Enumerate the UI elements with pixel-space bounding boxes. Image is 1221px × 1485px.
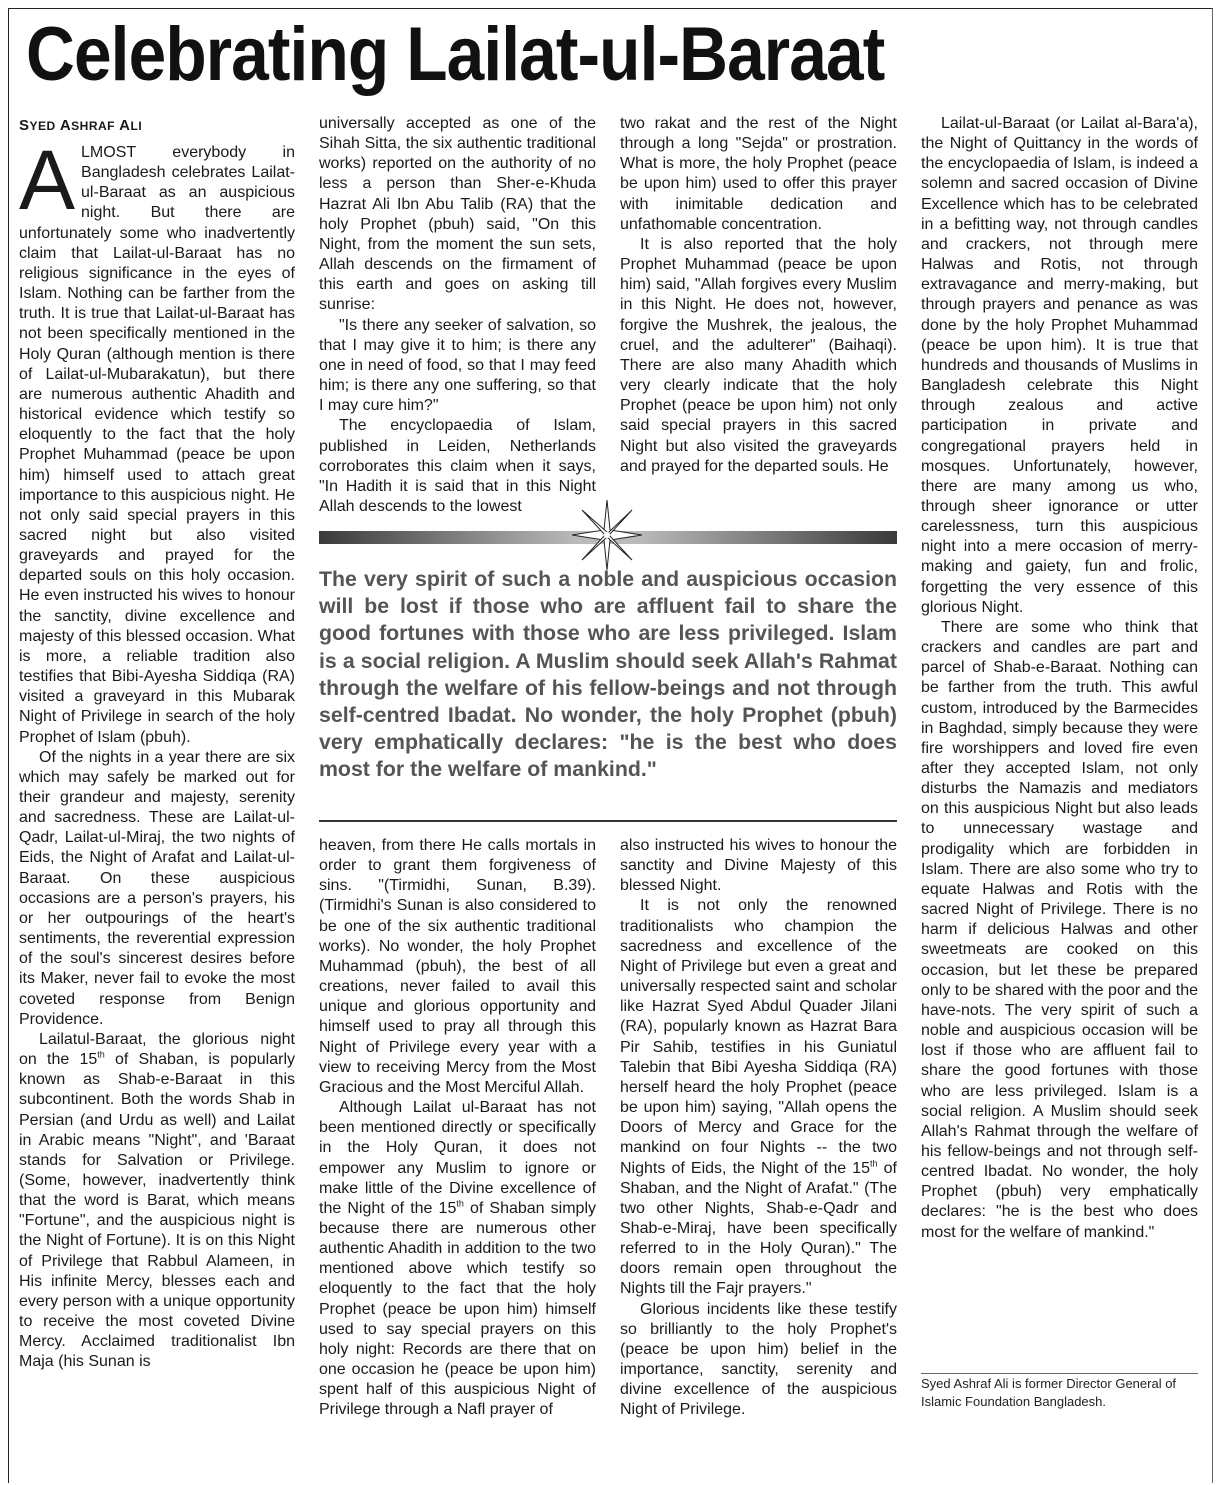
paragraph: Although Lailat ul-Baraat has not been mentioned directly or specifically in the Holy Quran, it does not empower any Muslim to ignore or make little of the Divine excellence of the Night of the 15th of Shaban simply because there are numerous other authentic Ahadith in addition to the two mentioned above which testify so eloquently to the fact that the holy Prophet (peace be upon him) himself used to say special prayers on this holy night: Records are there that on one occasion he (peace be upon him) spent half of this auspicious Night of Privilege through a Nafl prayer of: [319, 1099, 596, 1419]
column-3-top: [620, 114, 897, 477]
column-1: [19, 114, 295, 1373]
paragraph: The encyclopaedia of Islam, published in Leiden, Netherlands corroborates this claim when it says, "In Hadith it is said that in this Night Allah descends to the lowest: [319, 417, 596, 515]
paragraph: "Is there any seeker of salvation, so that I may give it to him; is there any one in need of food, so that I may feed him; is there any one suffering, so that I may cure him?": [319, 316, 596, 415]
paragraph: There are some who think that crackers and candles are part and parcel of Shab-e-Baraat. Nothing can be farther from the truth. This awful custom, introduced by the Barmecides in Baghdad, simply because they were fire worshippers and loved fire even after they accepted Islam, not only disturbs the Namazis and mediators on this auspicious Night but also leads to unnecessary wastage and prodigality which are forbidden in Islam. There are also some who try to equate Halwas and Rotis with the sacred Night of Privilege. There is no harm if delicious Halwas and other sweetmeats are cooked on this occasion, but let these be prepared only to be shared with the poor and the have-nots. The very spirit of such a noble and auspicious occasion will be lost if those who are affluent fail to share the good fortunes with those who are less privileged. Islam is a social religion. A Muslim should seek Allah's Rahmat through the welfare of his fellow-beings and not through self-centred Ibadat. No wonder, the holy Prophet (pbuh) very emphatically declares: "he is the best who does most for the welfare of mankind.": [921, 618, 1198, 1241]
paragraph: Of the nights in a year there are six which may safely be marked out for their grandeur and majesty, serenity and sacredness. These are Lailat-ul-Qadr, Lailat-ul-Miraj, the two nights of Eids, the Night of Arafat and Lailat-ul-Baraat. On these auspicious occasions are a person's prayers, his or her outpourings of the heart's sentiments, the reverential expression of the soul's sincerest desires before its Maker, never fail to evoke the most coveted response from Benign Providence.: [19, 748, 295, 1028]
paragraph: Lailatul-Baraat, the glorious night on the 15th of Shaban, is popularly known as Shab-e-Baraat in this subcontinent. Both the words Shab in Persian (and Urdu as well) and Lailat in Arabic means "Night", and 'Baraat stands for Salvation or Privilege. (Some, however, inadvertently think that the word is Barat, which means "Fortune", and the auspicious night is the Night of Fortune). It is on this Night of Privilege that Rabbul Alameen, in His infinite Mercy, blesses each and every person with a unique opportunity to receive the most coveted Divine Mercy. Acclaimed traditionalist Ibn Maja (his Sunan is: [19, 1030, 296, 1371]
section-divider: [319, 820, 897, 822]
starburst-icon: [572, 500, 642, 570]
paragraph: also instructed his wives to honour the sanctity and Divine Majesty of this blessed Night.: [620, 837, 897, 895]
column-2-top: [319, 114, 596, 517]
paragraph: ALMOST everybody in Bangladesh celebrates Lailat-ul-Baraat as an auspicious night. But there are unfortunately some who inadvertently claim that Lailat-ul-Baraat has no religious significance in the eyes of Islam. Nothing can be farther from the truth. It is true that Lailat-ul-Baraat has not been specifically mentioned in the Holy Quran (although mention is there of Lailat-ul-Mubarakatun), but there are numerous authentic Ahadith and historical evidence which testify so eloquently to the fact that the holy Prophet Muhammad (peace be upon him) himself used to attach great importance to this auspicious night. He not only said special prayers in this sacred night but also visited graveyards and prayed for the departed souls on this holy occasion. He even instructed his wives to honour the sanctity, divine excellence and majesty of this blessed occasion. What is more, a reliable tradition also testifies that Bibi-Ayesha Siddiqa (RA) visited a graveyard in this Mubarak Night of Privilege in search of the holy Prophet of Islam (pbuh).: [19, 133, 295, 746]
column-2-bottom: [319, 836, 596, 1421]
paragraph: Lailat-ul-Baraat (or Lailat al-Bara'a), the Night of Quittancy in the words of the encyclopaedia of Islam, is indeed a solemn and sacred occasion of Divine Excellence which has to be celebrated in a befitting way, not through candles and crackers, not through mere Halwas and Rotis, not through extravagance and merry-making, but through prayers and penance as was done by the holy Prophet Muhammad (peace be upon him). It is true that hundreds and thousands of Muslims in Bangladesh celebrate this Night through zealous and active participation in private and congregational prayers held in mosques. Unfortunately, however, there are many among us who, through sheer ignorance or utter carelessness, turn this auspicious night into a mere occasion of merry-making and gaiety, fun and frolic, forgetting the very essence of this glorious Night.: [921, 115, 1198, 616]
byline: SYED ASHRAF ALI: [19, 117, 143, 134]
paragraph: It is also reported that the holy Prophet Muhammad (peace be upon him) said, "Allah forgives every Muslim in this Night. He does not, however, forgive the Mushrek, the jealous, the cruel, and the adulterer" (Baihaqi). There are also many Ahadith which very clearly indicate that the holy Prophet (peace be upon him) not only said special prayers in this sacred Night but also visited the graveyards and prayed for the departed souls. He: [620, 235, 897, 475]
drop-cap: A: [19, 133, 76, 227]
column-3-bottom: [620, 836, 897, 1421]
headline: Celebrating Lailat-ul-Baraat: [26, 12, 885, 97]
pull-quote: The very spirit of such a noble and auspicious occasion will be lost if those who are affluent fail to share the good fortunes with those who are less privileged. Islam is a social religion. A Muslim should seek Allah's Rahmat through the welfare of his fellow-beings and not through self-centred Ibadat. No wonder, the holy Prophet (pbuh) very emphatically declares: "he is the best who does most for the welfare of mankind.": [319, 567, 897, 782]
paragraph: two rakat and the rest of the Night through a long "Sejda" or prostration. What is more, the holy Prophet (peace be upon him) used to offer this prayer with inimitable dedication and unfathomable concentration.: [620, 115, 897, 233]
paragraph: universally accepted as one of the Sihah Sitta, the six authentic traditional works) reported on the authority of no less a person than Sher-e-Khuda Hazrat Ali Ibn Abu Talib (RA) that the holy Prophet (pbuh) said, "On this Night, from the moment the sun sets, Allah descends on the firmament of this earth and goes on asking till sunrise:: [319, 115, 596, 314]
author-footnote: Syed Ashraf Ali is former Director General of Islamic Foundation Bangladesh.: [921, 1373, 1198, 1411]
paragraph: It is not only the renowned traditionalists who champion the sacredness and excellence of the Night of Privilege but even a great and universally respected saint and scholar like Hazrat Syed Abdul Quader Jilani (RA), popularly known as Hazrat Bara Pir Sahib, testifies in his Guniatul Talebin that Bibi Ayesha Siddiqa (RA) herself heard the holy Prophet (peace be upon him) saying, "Allah opens the Doors of Mercy and Grace for the mankind on four Nights -- the two Nights of Eids, the Night of the 15th of Shaban, and the Night of Arafat." (The two other Nights, Shab-e-Qadr and Shab-e-Miraj, have been specifically referred to in the Holy Quran)." The doors remain open throughout the Nights till the Fajr prayers.": [620, 897, 898, 1298]
column-4: [921, 114, 1198, 1243]
paragraph: heaven, from there He calls mortals in order to grant them forgiveness of sins. "(Tirmidhi, Sunan, B.39). (Tirmidhi's Sunan is also considered to be one of the six authentic traditional works). No wonder, the holy Prophet Muhammad (pbuh), the best of all creations, never failed to avail this unique and glorious opportunity and himself used to pray all through this Night of Privilege every year with a view to receiving Mercy from the Most Gracious and the Most Merciful Allah.: [319, 837, 596, 1096]
paragraph: Glorious incidents like these testify so brilliantly to the holy Prophet's (peace be upon him) belief in the importance, sanctity, serenity and divine excellence of the auspicious Night of Privilege.: [620, 1300, 897, 1419]
